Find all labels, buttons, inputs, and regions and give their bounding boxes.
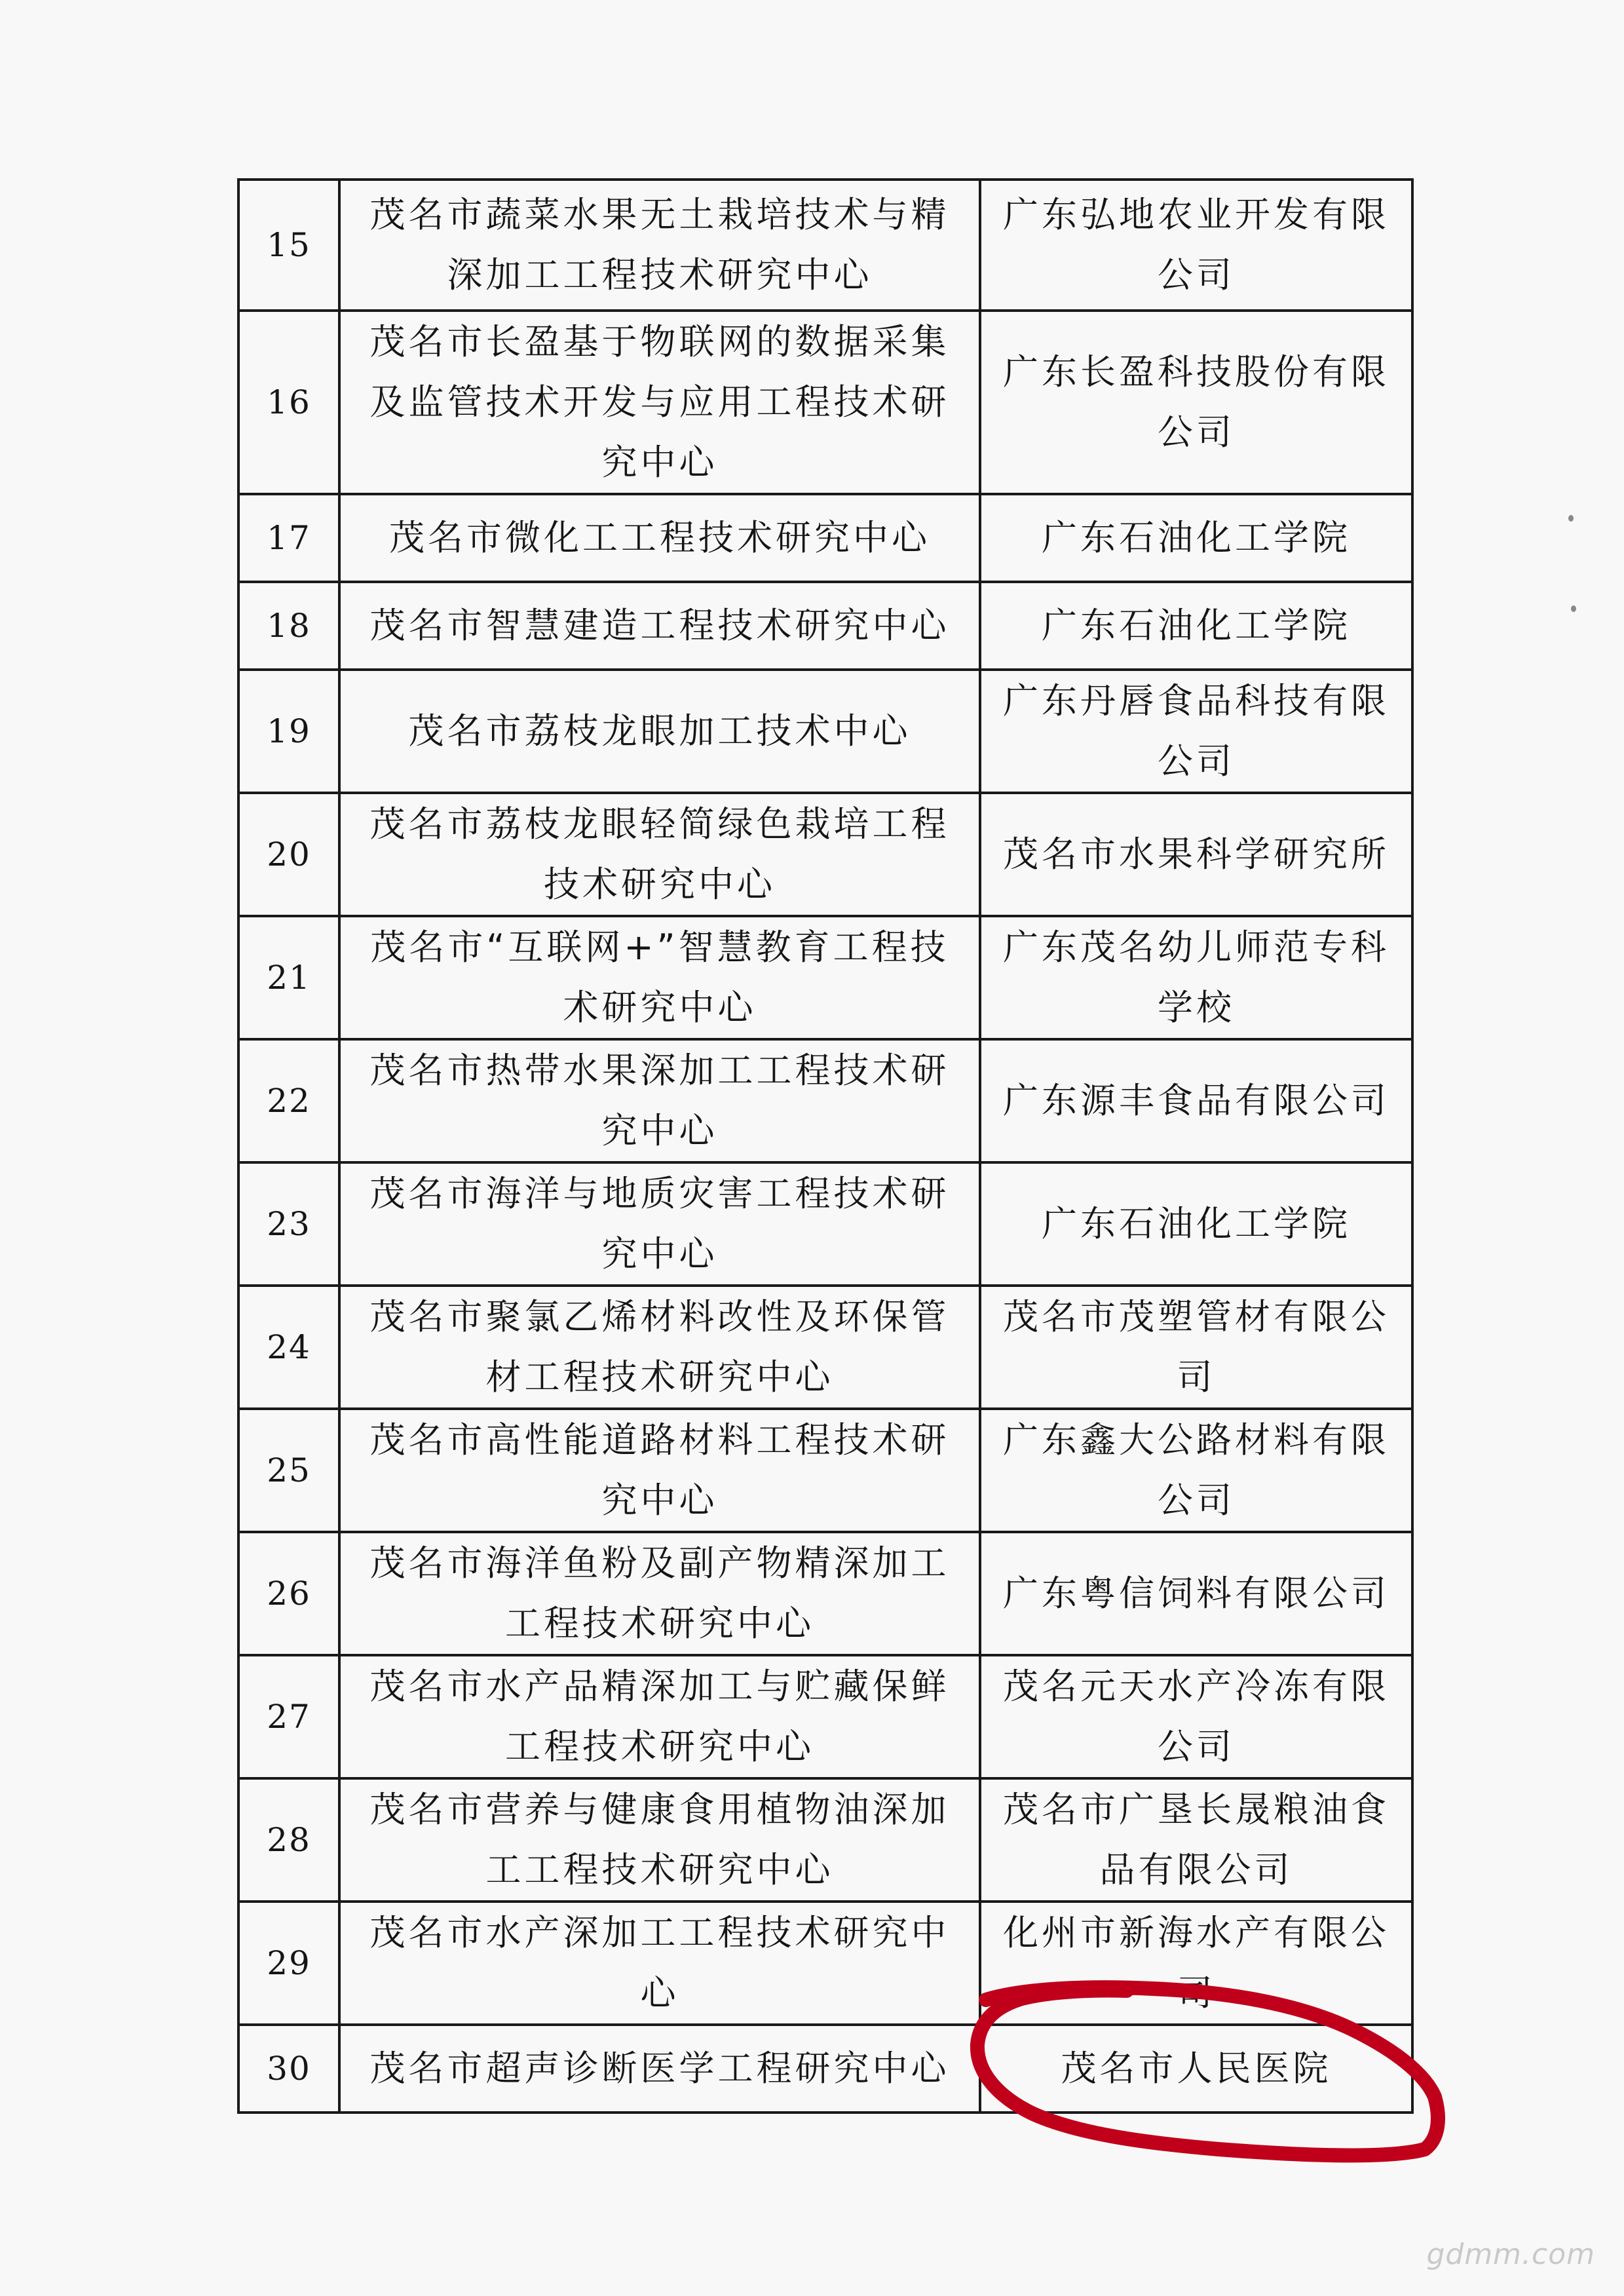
organization-name: 广东弘地农业开发有限公司 — [980, 180, 1412, 311]
row-number: 27 — [238, 1655, 339, 1778]
row-number: 19 — [238, 670, 339, 793]
organization-name: 茂名市人民医院 — [980, 2025, 1412, 2113]
table-row — [238, 1039, 1412, 1162]
row-number: 29 — [238, 1902, 339, 2025]
table-row — [238, 1655, 1412, 1778]
center-name: 茂名市海洋与地质灾害工程技术研究中心 — [339, 1162, 980, 1286]
organization-name: 茂名市水果科学研究所 — [980, 793, 1412, 916]
table-row — [238, 1409, 1412, 1532]
organization-name: 茂名市广垦长晟粮油食品有限公司 — [980, 1778, 1412, 1902]
center-name: 茂名市海洋鱼粉及副产物精深加工工程技术研究中心 — [339, 1532, 980, 1655]
row-number: 17 — [238, 494, 339, 582]
center-name: 茂名市荔枝龙眼加工技术中心 — [339, 670, 980, 793]
center-name: 茂名市水产深加工工程技术研究中心 — [339, 1902, 980, 2025]
row-number: 20 — [238, 793, 339, 916]
table-row — [238, 793, 1412, 916]
table-row — [238, 494, 1412, 582]
table-row — [238, 1286, 1412, 1409]
organization-name: 茂名元天水产冷冻有限公司 — [980, 1655, 1412, 1778]
row-number: 28 — [238, 1778, 339, 1902]
table-row — [238, 180, 1412, 311]
row-number: 18 — [238, 582, 339, 670]
center-name: 茂名市智慧建造工程技术研究中心 — [339, 582, 980, 670]
center-name: 茂名市超声诊断医学工程研究中心 — [339, 2025, 980, 2113]
row-number: 23 — [238, 1162, 339, 1286]
organization-name: 茂名市茂塑管材有限公司 — [980, 1286, 1412, 1409]
row-number: 21 — [238, 916, 339, 1039]
center-name: 茂名市微化工工程技术研究中心 — [339, 494, 980, 582]
center-name: 茂名市营养与健康食用植物油深加工工程技术研究中心 — [339, 1778, 980, 1902]
table-row — [238, 1162, 1412, 1286]
row-number: 16 — [238, 311, 339, 494]
table-row — [238, 311, 1412, 494]
organization-name: 广东源丰食品有限公司 — [980, 1039, 1412, 1162]
organization-name: 广东石油化工学院 — [980, 1162, 1412, 1286]
watermark: gdmm.com — [1426, 2238, 1595, 2271]
row-number: 25 — [238, 1409, 339, 1532]
research-center-table — [237, 178, 1414, 2114]
center-name: 茂名市蔬菜水果无土栽培技术与精深加工工程技术研究中心 — [339, 180, 980, 311]
table-row — [238, 2025, 1412, 2113]
organization-name: 广东长盈科技股份有限公司 — [980, 311, 1412, 494]
organization-name: 化州市新海水产有限公司 — [980, 1902, 1412, 2025]
table-row — [238, 1532, 1412, 1655]
center-name: 茂名市荔枝龙眼轻简绿色栽培工程技术研究中心 — [339, 793, 980, 916]
table-row — [238, 916, 1412, 1039]
center-name: 茂名市水产品精深加工与贮藏保鲜工程技术研究中心 — [339, 1655, 980, 1778]
row-number: 30 — [238, 2025, 339, 2113]
organization-name: 广东鑫大公路材料有限公司 — [980, 1409, 1412, 1532]
center-name: 茂名市热带水果深加工工程技术研究中心 — [339, 1039, 980, 1162]
organization-name: 广东粤信饲料有限公司 — [980, 1532, 1412, 1655]
row-number: 15 — [238, 180, 339, 311]
organization-name: 广东石油化工学院 — [980, 582, 1412, 670]
scan-speck — [1568, 515, 1574, 522]
row-number: 22 — [238, 1039, 339, 1162]
organization-name: 广东茂名幼儿师范专科学校 — [980, 916, 1412, 1039]
table-row — [238, 1902, 1412, 2025]
table-row — [238, 670, 1412, 793]
center-name: 茂名市聚氯乙烯材料改性及环保管材工程技术研究中心 — [339, 1286, 980, 1409]
row-number: 24 — [238, 1286, 339, 1409]
organization-name: 广东丹唇食品科技有限公司 — [980, 670, 1412, 793]
center-name: 茂名市高性能道路材料工程技术研究中心 — [339, 1409, 980, 1532]
row-number: 26 — [238, 1532, 339, 1655]
center-name: 茂名市“互联网+”智慧教育工程技术研究中心 — [339, 916, 980, 1039]
table-row — [238, 582, 1412, 670]
organization-name: 广东石油化工学院 — [980, 494, 1412, 582]
table-row — [238, 1778, 1412, 1902]
center-name: 茂名市长盈基于物联网的数据采集及监管技术开发与应用工程技术研究中心 — [339, 311, 980, 494]
scan-speck — [1571, 605, 1576, 612]
